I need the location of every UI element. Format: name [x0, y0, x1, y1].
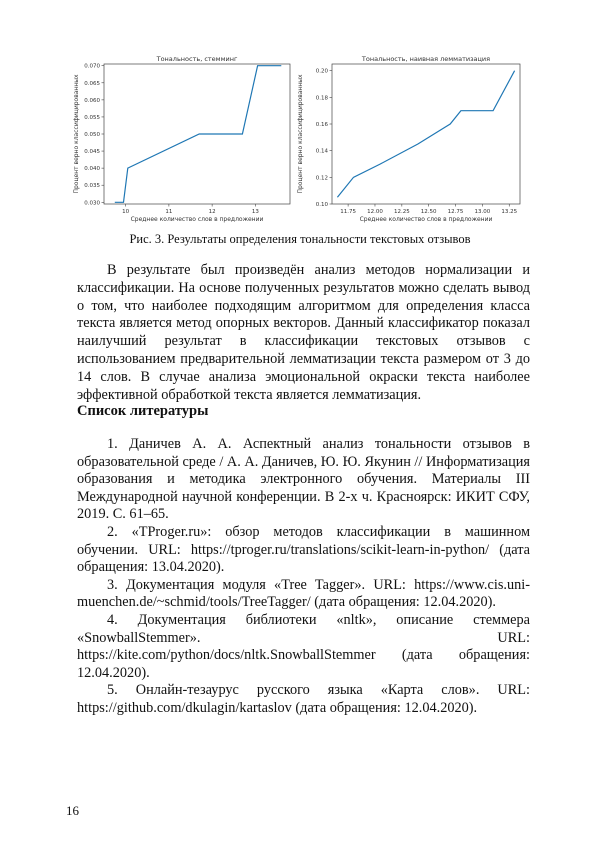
reference-item: 1. Даничев А. А. Аспектный анализ тональности отзывов в образовательной среде / А. А. Даничев, Ю. Ю. Якунин // Информатизация образования и методика электронного обучения. Материалы III Международной научной конференции. В 2-х ч. Красноярск: ИКИТ СФУ, 2019. С. 61–65. — [77, 436, 530, 523]
y-axis-label: Процент верно классифицированных — [297, 74, 304, 194]
y-tick-label: 0.16 — [315, 122, 328, 128]
x-tick-label: 13 — [251, 209, 259, 215]
x-tick-label: 12.25 — [393, 209, 410, 215]
y-tick-label: 0.10 — [315, 202, 328, 208]
y-axis-label: Процент верно классифицированных — [73, 74, 80, 194]
y-tick-label: 0.050 — [84, 132, 100, 138]
chart-title: Тональность, наивная лемматизация — [361, 55, 491, 63]
x-tick-label: 13.25 — [501, 209, 518, 215]
chart-stemming — [70, 52, 302, 230]
y-tick-label: 0.065 — [84, 80, 100, 87]
y-tick-label: 0.20 — [315, 68, 328, 75]
references-list — [77, 436, 530, 718]
x-tick-label: 12 — [208, 209, 216, 215]
y-tick-label: 0.040 — [84, 166, 100, 173]
series-line — [115, 66, 281, 203]
y-tick-label: 0.055 — [84, 114, 100, 121]
x-axis-label: Среднее количество слов в предложении — [130, 216, 264, 223]
x-tick-label: 12.00 — [367, 209, 383, 215]
series-line — [337, 71, 514, 198]
figure-caption: Рис. 3. Результаты определения тональности текстовых отзывов — [129, 232, 471, 246]
y-tick-label: 0.14 — [315, 148, 328, 155]
y-tick-label: 0.030 — [84, 200, 100, 207]
conclusion-paragraph: В результате был произведён анализ методов нормализации и классификации. На основе полученных результатов можно сделать вывод о том, что наиболее подходящим алгоритмом для определения класса текста является метод опорных векторов. Данный классификатор показал наилучший результат в классификации текстовых отзывов с использованием предварительной лемматизации текста размером от 3 до 14 слов. В случае анализа эмоциональной окраски текста наиболее эффективной обработкой текста является лемматизация. — [77, 262, 530, 403]
references-heading: Список литературы — [77, 403, 209, 419]
chart-lemmatization — [284, 52, 534, 230]
y-tick-label: 0.070 — [84, 63, 100, 70]
y-tick-label: 0.035 — [84, 183, 100, 190]
y-tick-label: 0.18 — [315, 95, 328, 102]
x-tick-label: 10 — [122, 209, 130, 215]
y-tick-label: 0.045 — [84, 149, 100, 156]
reference-item: 4. Документация библиотеки «nltk», описание стеммера «SnowballStemmer». URL: https://kite.com/python/docs/nltk.SnowballStemmer (дата обращения: 12.04.2020). — [77, 611, 530, 681]
chart-lemmatization-svg — [284, 52, 534, 230]
x-tick-label: 12.50 — [420, 209, 437, 215]
plot-frame — [332, 64, 520, 204]
reference-item: 2. «TProger.ru»: обзор методов классификации в машинном обучении. URL: https://tproger.ru/translations/scikit-learn-in-python/ (дата обращения: 13.04.2020). — [77, 523, 530, 576]
x-axis-label: Среднее количество слов в предложении — [359, 216, 493, 223]
y-tick-label: 0.12 — [315, 175, 328, 182]
x-tick-label: 11 — [165, 209, 173, 215]
x-tick-label: 12.75 — [447, 209, 464, 215]
y-tick-label: 0.060 — [84, 97, 100, 104]
x-tick-label: 11.75 — [340, 209, 356, 215]
x-tick-label: 13.00 — [474, 209, 491, 215]
reference-item: 3. Документация модуля «Tree Tagger». URL: https://www.cis.uni-muenchen.de/~schmid/tools/TreeTagger/ (дата обращения: 12.04.2020). — [77, 576, 530, 611]
chart-stemming-svg — [70, 52, 302, 230]
reference-item: 5. Онлайн-тезаурус русского языка «Карта слов». URL: https://github.com/dkulagin/kartaslov (дата обращения: 12.04.2020). — [77, 682, 530, 716]
chart-title: Тональность, стемминг — [156, 55, 238, 63]
plot-frame — [104, 64, 290, 204]
page-number: 16 — [66, 803, 79, 818]
